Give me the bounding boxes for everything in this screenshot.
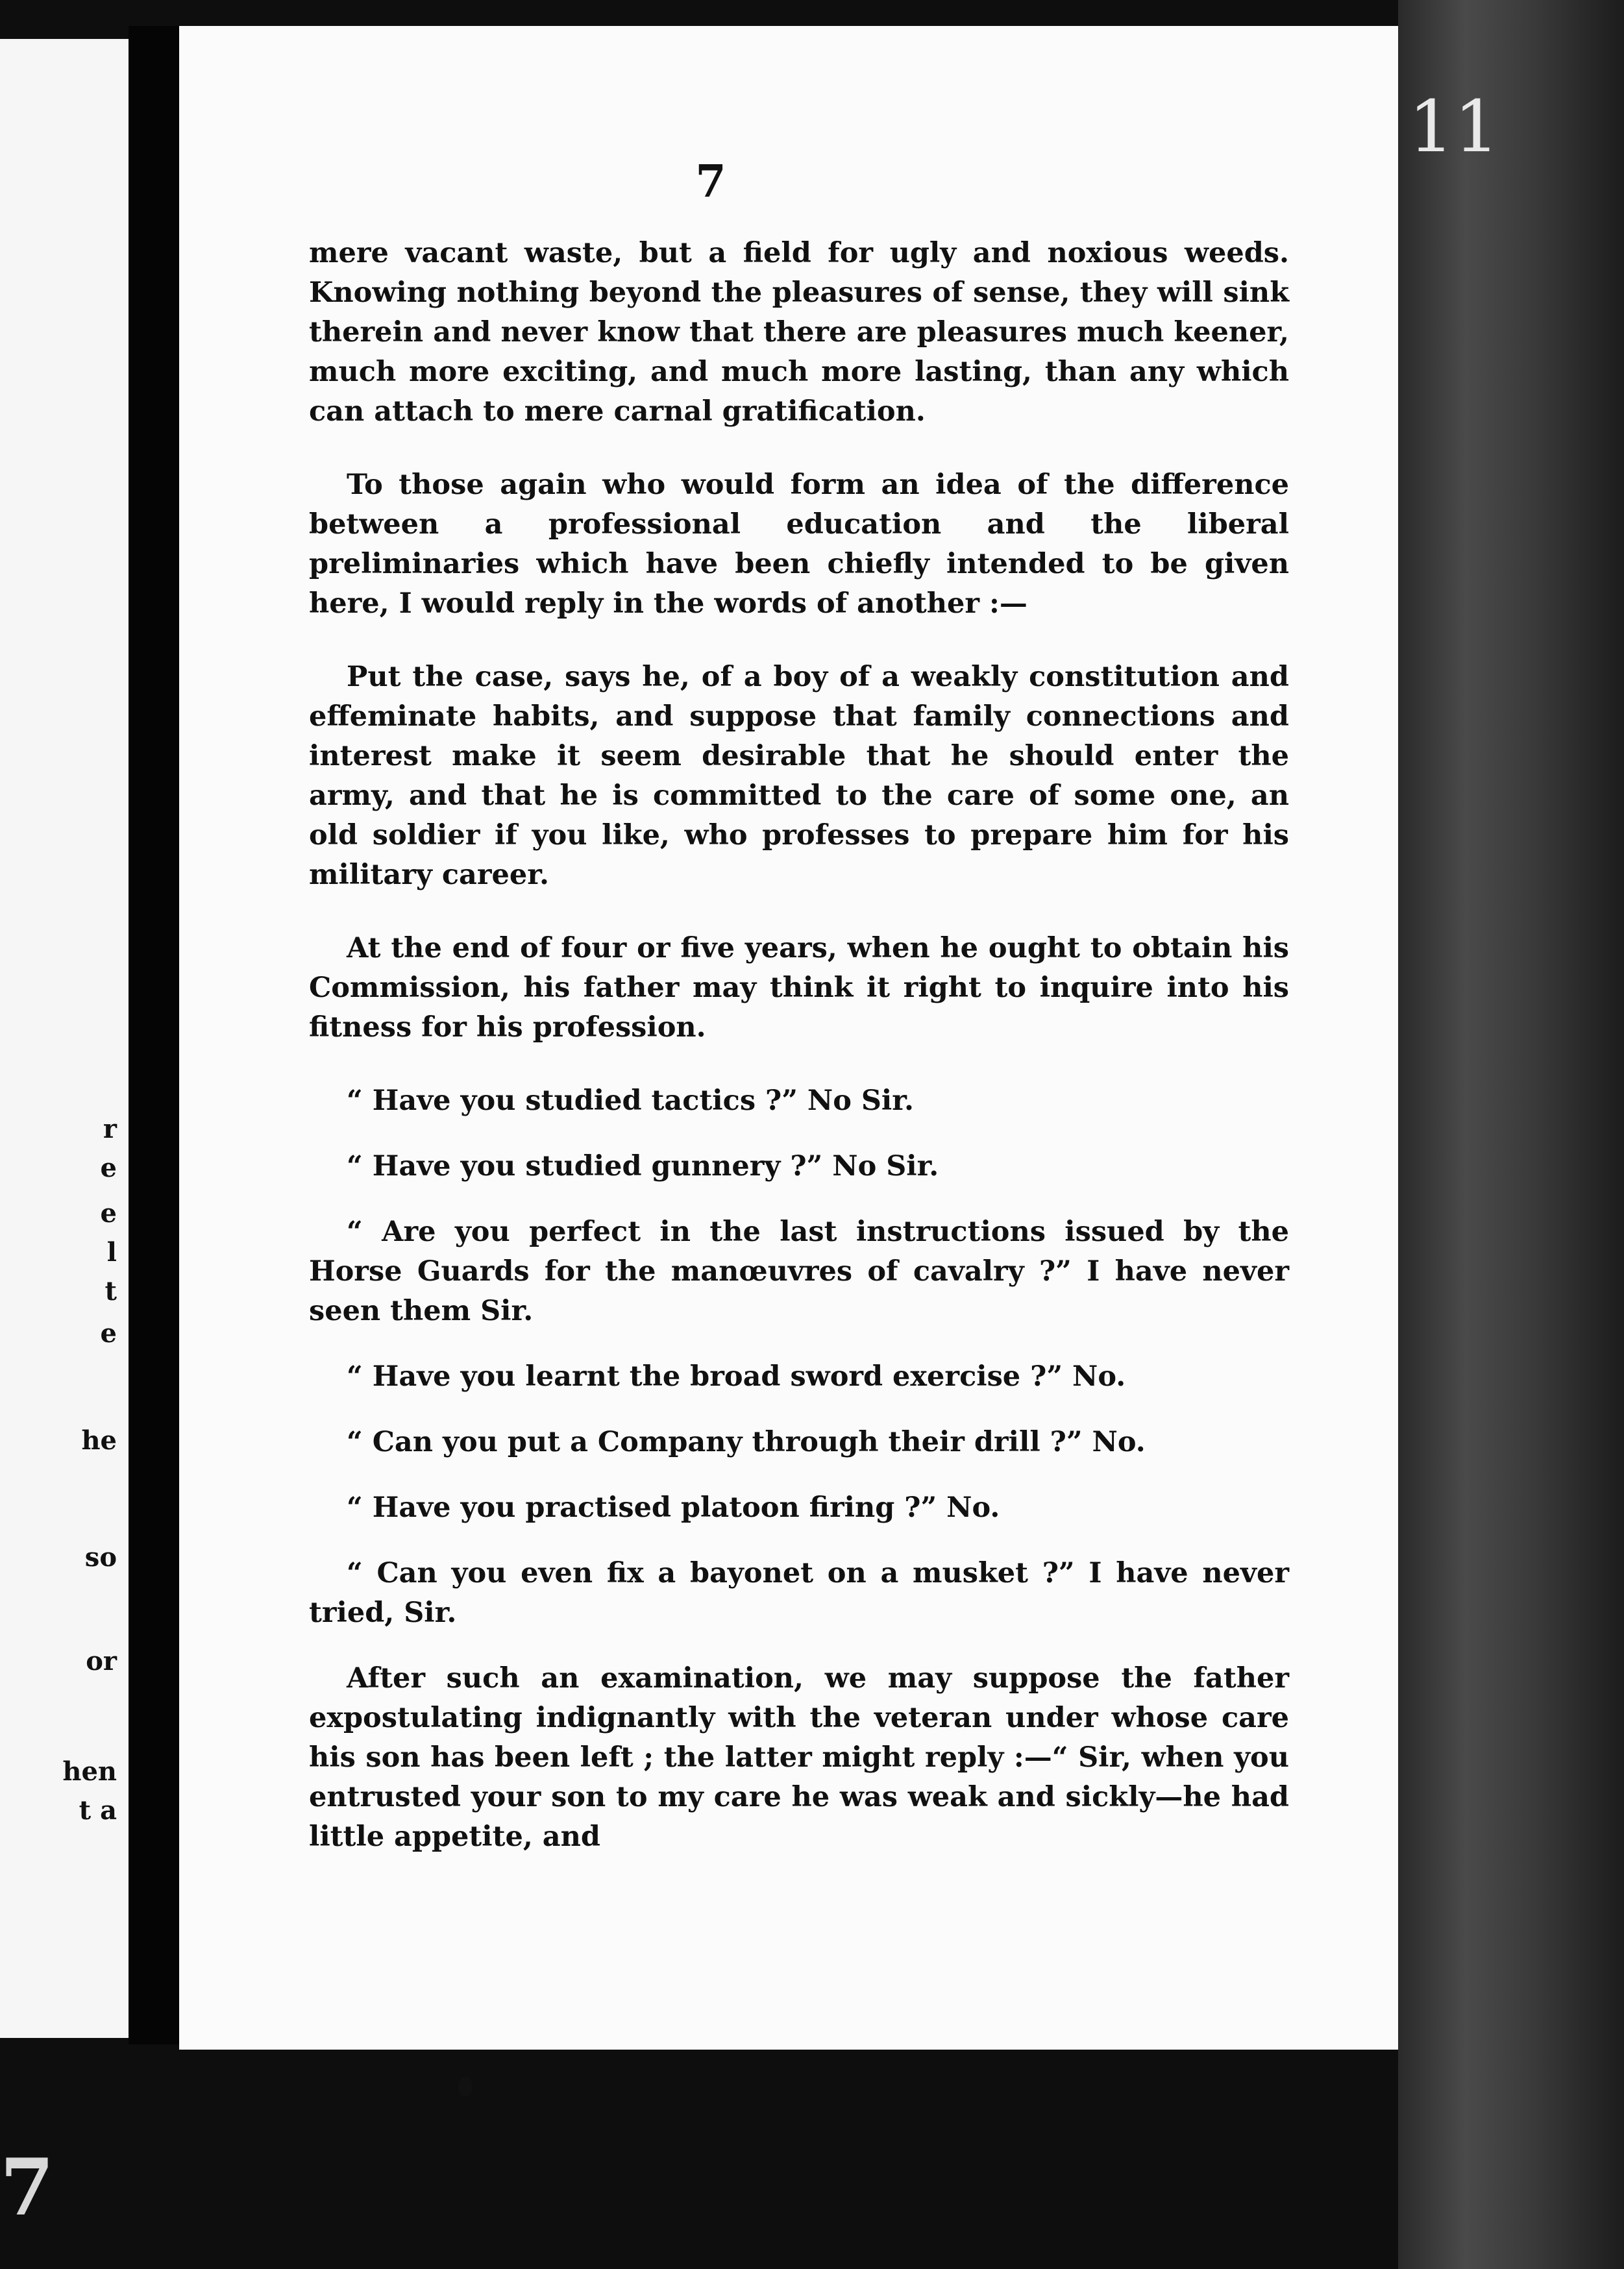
ink-blot	[458, 2077, 473, 2096]
paragraph: To those again who would form an idea of the difference between a professional education and the liberal preliminaries which have been chiefly intended to be given here, I would reply in the words of another :—	[309, 469, 1289, 620]
book-edge	[1398, 0, 1624, 2269]
left-fragment: so	[84, 1542, 117, 1573]
bottom-edge-fragment: 7	[0, 2142, 51, 2233]
left-facing-page	[0, 39, 129, 2038]
left-fragment: or	[86, 1646, 117, 1676]
binding-gutter	[129, 26, 179, 2044]
page-number: 7	[695, 156, 726, 208]
paragraph: After such an examination, we may suppose the father expostulating indignantly with the veteran under whose care his son has been left ; the latter might reply :—“ Sir, when you entrusted your son to my care he was weak and sickly—he had little appetite, and	[309, 1662, 1289, 1853]
left-fragment: l	[106, 1237, 117, 1268]
left-fragment: e	[100, 1318, 117, 1349]
left-fragment: t	[105, 1276, 117, 1306]
dialogue-line: “ Have you practised platoon firing ?” No.	[347, 1491, 1000, 1524]
dialogue-line: “ Have you studied tactics ?” No Sir.	[347, 1085, 914, 1117]
margin-note: 11	[1409, 85, 1499, 168]
dialogue-line: “ Can you even fix a bayonet on a musket ?” I have never tried, Sir.	[309, 1557, 1289, 1629]
paragraph: mere vacant waste, but a field for ugly and noxious weeds. Knowing nothing beyond the pleasures of sense, they will sink therein and never know that there are pleasures much keener, much more exciting, and much more lasting, than any which can attach to mere carnal gratification.	[309, 237, 1289, 428]
dialogue-line: “ Have you studied gunnery ?” No Sir.	[347, 1150, 939, 1183]
document-page	[179, 26, 1398, 2050]
paragraph: Put the case, says he, of a boy of a weakly constitution and effeminate habits, and suppose that family connections and interest make it seem desirable that he should enter the army, and that he is committed to the care of some one, an old soldier if you like, who professes to prepare him for his military career.	[309, 661, 1289, 891]
body-text	[309, 234, 1289, 1891]
paragraph: At the end of four or five years, when he ought to obtain his Commission, his father may think it right to inquire into his fitness for his profession.	[309, 932, 1289, 1044]
left-fragment: t a	[79, 1795, 117, 1826]
left-fragment: r	[103, 1114, 117, 1144]
dialogue-line: “ Are you perfect in the last instructions issued by the Horse Guards for the manœuvres of cavalry ?” I have never seen them Sir.	[309, 1216, 1289, 1327]
left-fragment: he	[81, 1425, 117, 1456]
left-fragment: e	[100, 1198, 117, 1229]
dialogue-line: “ Have you learnt the broad sword exercise ?” No.	[347, 1360, 1126, 1393]
left-page-text-fragments	[0, 39, 129, 2038]
dialogue-line: “ Can you put a Company through their drill ?” No.	[347, 1426, 1146, 1458]
left-fragment: hen	[62, 1756, 117, 1787]
left-fragment: e	[100, 1153, 117, 1183]
